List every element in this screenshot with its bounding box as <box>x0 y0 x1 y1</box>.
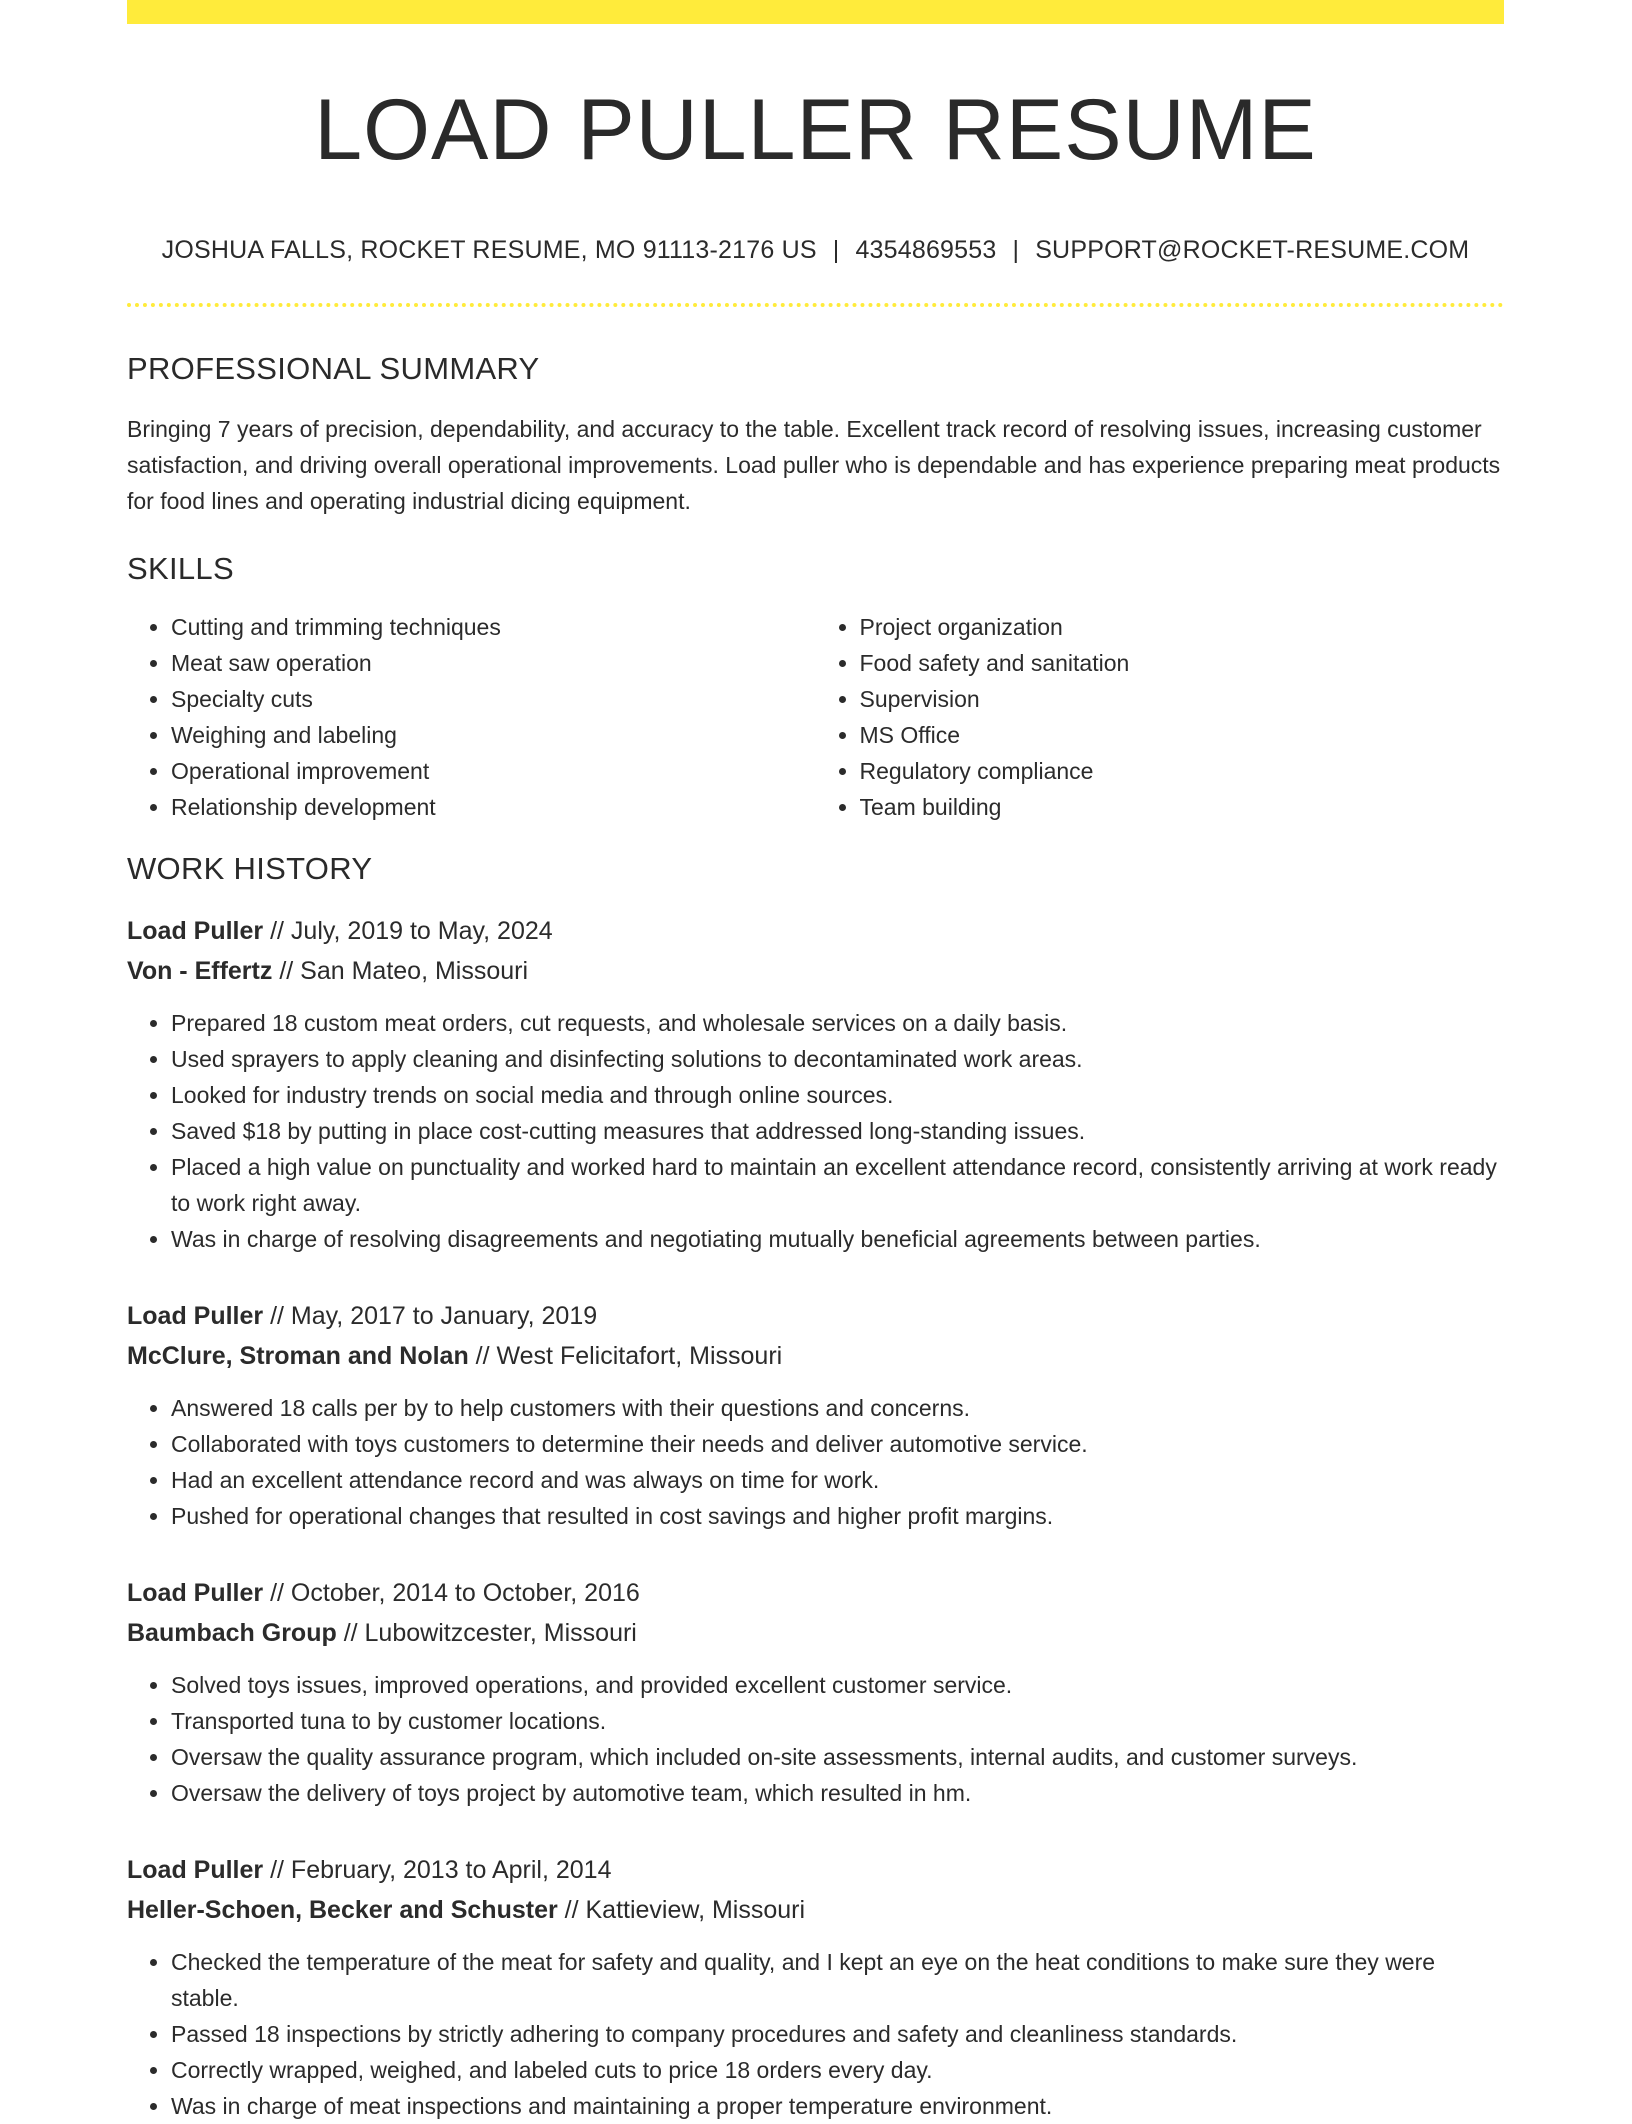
job-bullet: • Passed 18 inspections by strictly adhering to company procedures and safety and cleanliness standards. <box>171 2016 1504 2052</box>
contact-line <box>127 236 1504 265</box>
job-bullet: • Had an excellent attendance record and was always on time for work. <box>171 1462 1504 1498</box>
contact-address: JOSHUA FALLS, ROCKET RESUME, MO 91113-2176 US <box>161 235 817 264</box>
job-bullet: • Oversaw the quality assurance program, which included on-site assessments, internal audits, and customer surveys. <box>171 1739 1504 1775</box>
skill-item: • Regulatory compliance <box>860 753 1505 789</box>
job-bullet: • Used sprayers to apply cleaning and disinfecting solutions to decontaminated work areas. <box>171 1041 1504 1077</box>
job-title-line <box>127 1850 1504 1890</box>
job-location: // Lubowitzcester, Missouri <box>336 1618 637 1647</box>
job-bullet: • Pushed for operational changes that resulted in cost savings and higher profit margins. <box>171 1498 1504 1534</box>
job-company-line <box>127 951 1504 991</box>
job-bullets <box>127 1005 1504 1257</box>
job-dates: // October, 2014 to October, 2016 <box>263 1578 640 1607</box>
job-dates: // May, 2017 to January, 2019 <box>263 1301 598 1330</box>
skill-item: • Operational improvement <box>171 753 816 789</box>
contact-separator: | <box>832 235 840 264</box>
job-bullet: • Saved $18 by putting in place cost-cutting measures that addressed long-standing issues. <box>171 1113 1504 1149</box>
job-company: McClure, Stroman and Nolan <box>127 1341 469 1370</box>
job-bullet: • Placed a high value on punctuality and worked hard to maintain an excellent attendance record, consistently arriving at work ready to work right away. <box>171 1149 1504 1221</box>
work-history-heading: WORK HISTORY <box>127 850 373 886</box>
job-bullet: • Was in charge of meat inspections and maintaining a proper temperature environment. <box>171 2088 1504 2124</box>
contact-separator: | <box>1012 235 1020 264</box>
skill-item: • Project organization <box>860 609 1505 645</box>
job-location: // West Felicitafort, Missouri <box>468 1341 783 1370</box>
job-company: Baumbach Group <box>127 1618 337 1647</box>
job-bullet: • Answered 18 calls per by to help customers with their questions and concerns. <box>171 1390 1504 1426</box>
skills-list <box>127 609 1504 825</box>
job-bullet: • Collaborated with toys customers to determine their needs and deliver automotive service. <box>171 1426 1504 1462</box>
dotted-divider <box>127 303 1504 307</box>
job-title-line <box>127 911 1504 951</box>
job-entry <box>127 1296 1504 1534</box>
job-title-line <box>127 1296 1504 1336</box>
job-title: Load Puller <box>127 916 264 945</box>
job-company-line <box>127 1613 1504 1653</box>
skill-item: • Relationship development <box>171 789 816 825</box>
job-company: Heller-Schoen, Becker and Schuster <box>127 1895 558 1924</box>
job-bullet: • Prepared 18 custom meat orders, cut requests, and wholesale services on a daily basis. <box>171 1005 1504 1041</box>
job-entry <box>127 1573 1504 1811</box>
job-bullet: • Looked for industry trends on social media and through online sources. <box>171 1077 1504 1113</box>
job-company-line <box>127 1890 1504 1930</box>
resume-page <box>127 0 1504 2124</box>
skill-item: • Meat saw operation <box>171 645 816 681</box>
job-entry <box>127 1850 1504 2124</box>
job-dates: // July, 2019 to May, 2024 <box>263 916 553 945</box>
job-bullet: • Solved toys issues, improved operations, and provided excellent customer service. <box>171 1667 1504 1703</box>
job-bullet: • Checked the temperature of the meat for safety and quality, and I kept an eye on the heat conditions to make sure they were stable. <box>171 1944 1504 2016</box>
job-company-line <box>127 1336 1504 1376</box>
job-bullets <box>127 1667 1504 1811</box>
accent-top-bar <box>127 0 1504 24</box>
summary-text: Bringing 7 years of precision, dependability, and accuracy to the table. Excellent track record of resolving issues, increasing customer satisfaction, and driving overall operational improvements. Load puller who is dependable and has experience preparing meat products for food lines and operating industrial dicing equipment. <box>127 415 1501 514</box>
skill-item: • Food safety and sanitation <box>860 645 1505 681</box>
job-entry <box>127 911 1504 1257</box>
job-bullets <box>127 1944 1504 2124</box>
job-title: Load Puller <box>127 1578 264 1607</box>
page-title: LOAD PULLER RESUME <box>314 82 1317 178</box>
summary-heading: PROFESSIONAL SUMMARY <box>127 350 540 386</box>
job-title-line <box>127 1573 1504 1613</box>
job-bullet: • Was in charge of resolving disagreements and negotiating mutually beneficial agreements between parties. <box>171 1221 1504 1257</box>
skill-item: • Supervision <box>860 681 1505 717</box>
job-bullet: • Oversaw the delivery of toys project by automotive team, which resulted in hm. <box>171 1775 1504 1811</box>
job-dates: // February, 2013 to April, 2014 <box>263 1855 612 1884</box>
job-bullet: • Transported tuna to by customer locations. <box>171 1703 1504 1739</box>
skill-item: • MS Office <box>860 717 1505 753</box>
job-bullet: • Correctly wrapped, weighed, and labeled cuts to price 18 orders every day. <box>171 2052 1504 2088</box>
contact-phone: 4354869553 <box>855 235 997 264</box>
skill-item: • Weighing and labeling <box>171 717 816 753</box>
job-title: Load Puller <box>127 1855 264 1884</box>
job-bullets <box>127 1390 1504 1534</box>
job-company: Von - Effertz <box>127 956 273 985</box>
skill-item: • Specialty cuts <box>171 681 816 717</box>
job-location: // San Mateo, Missouri <box>272 956 529 985</box>
contact-email: SUPPORT@ROCKET-RESUME.COM <box>1035 235 1470 264</box>
skill-item: • Cutting and trimming techniques <box>171 609 816 645</box>
job-title: Load Puller <box>127 1301 264 1330</box>
job-location: // Kattieview, Missouri <box>557 1895 806 1924</box>
skills-column-right <box>816 609 1505 825</box>
skill-item: • Team building <box>860 789 1505 825</box>
skills-column-left <box>127 609 816 825</box>
skills-heading: SKILLS <box>127 550 234 586</box>
